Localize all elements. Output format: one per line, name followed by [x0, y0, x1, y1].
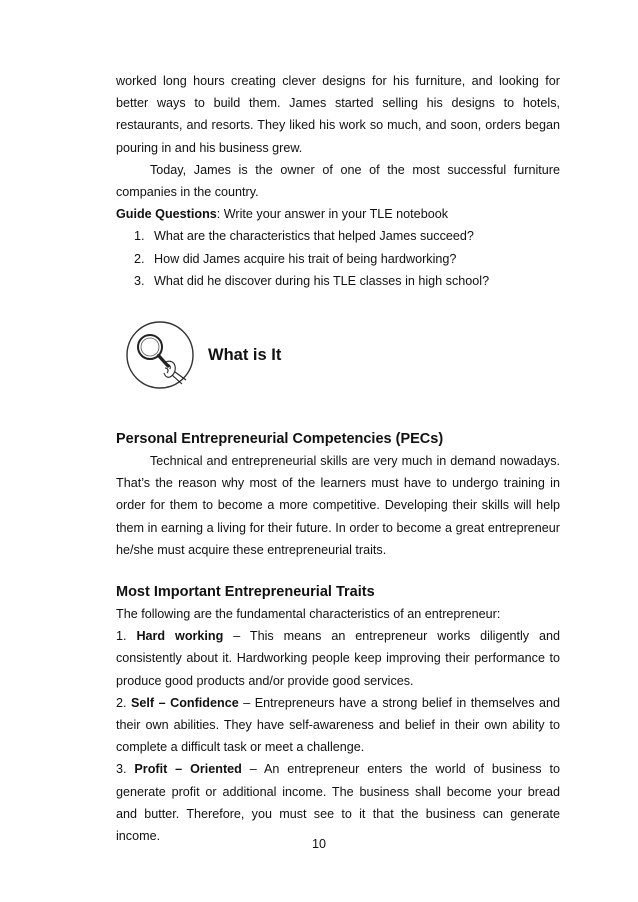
story-paragraph: worked long hours creating clever designs for his furniture, and looking for better ways to build them. James started selling his designs to hotels, restaurants, and resorts. They liked his work so much, and soon, orders began pouring in and his business grew. — [116, 74, 560, 155]
trait-name: Profit – Oriented — [134, 762, 242, 777]
trait-name: Hard working — [136, 629, 224, 644]
traits-heading: Most Important Entrepreneurial Traits — [116, 584, 375, 601]
pecs-paragraph: Technical and entrepreneurial skills are very much in demand nowadays. That’s the reason why most of the learners must have to undergo training in order for them to become a more competitive. Developing their skills will help them in earning a living for their future. In order to become a great entrepreneur he/she must acquire these entrepreneurial traits. — [116, 454, 560, 557]
trait-name: Self – Confidence — [126, 695, 239, 710]
story-paragraph: Today, James is the owner of one of the most successful furniture companies in the country. — [116, 162, 560, 200]
what-is-it-section — [116, 292, 560, 428]
what-is-it-title: What is It — [208, 346, 282, 365]
guide-questions-list — [116, 225, 560, 292]
pecs-heading: Personal Entrepreneurial Competencies (PECs) — [116, 431, 444, 448]
list-item: 1. What are the characteristics that helped James succeed? — [134, 229, 474, 244]
trait-item: 2. Self – Confidence – Entrepreneurs have a strong belief in themselves and their own abilities. They have self-awareness and belief in their own ability to complete a difficult task or meet a challenge. — [116, 695, 561, 755]
trait-description: – An entrepreneur enters the world of business to generate profit or additional income. The business shall become your bread and butter. Therefore, you must see to it that the business can generate income. — [116, 762, 560, 844]
guide-questions-line — [116, 203, 560, 225]
guide-questions-label: Guide Questions — [116, 207, 217, 222]
guide-questions-instruction: : Write your answer in your TLE notebook — [216, 207, 448, 222]
traits-intro: The following are the fundamental characteristics of an entrepreneur: — [116, 607, 501, 622]
page-content — [116, 70, 560, 847]
list-item: 3. What did he discover during his TLE classes in high school? — [134, 273, 490, 288]
trait-description: – Entrepreneurs have a strong belief in themselves and their own abilities. They have self-awareness and belief in their own ability to complete a difficult task or meet a challenge. — [116, 695, 561, 755]
magnifying-glass-icon — [122, 320, 198, 390]
list-item: 2. How did James acquire his trait of being hardworking? — [134, 251, 457, 266]
trait-item: 1. Hard working – This means an entrepreneur works diligently and consistently about it. Hardworking people keep improving their performance to produce good products and/or provide good services. — [116, 629, 560, 688]
trait-item: 3. Profit – Oriented – An entrepreneur enters the world of business to generate profit or additional income. The business shall become your bread and butter. Therefore, you must see to it that the business can generate income. — [116, 762, 560, 844]
trait-description: – This means an entrepreneur works diligently and consistently about it. Hardworking people keep improving their performance to produce good products and/or provide good services. — [116, 629, 560, 688]
page-number: 10 — [311, 837, 326, 851]
